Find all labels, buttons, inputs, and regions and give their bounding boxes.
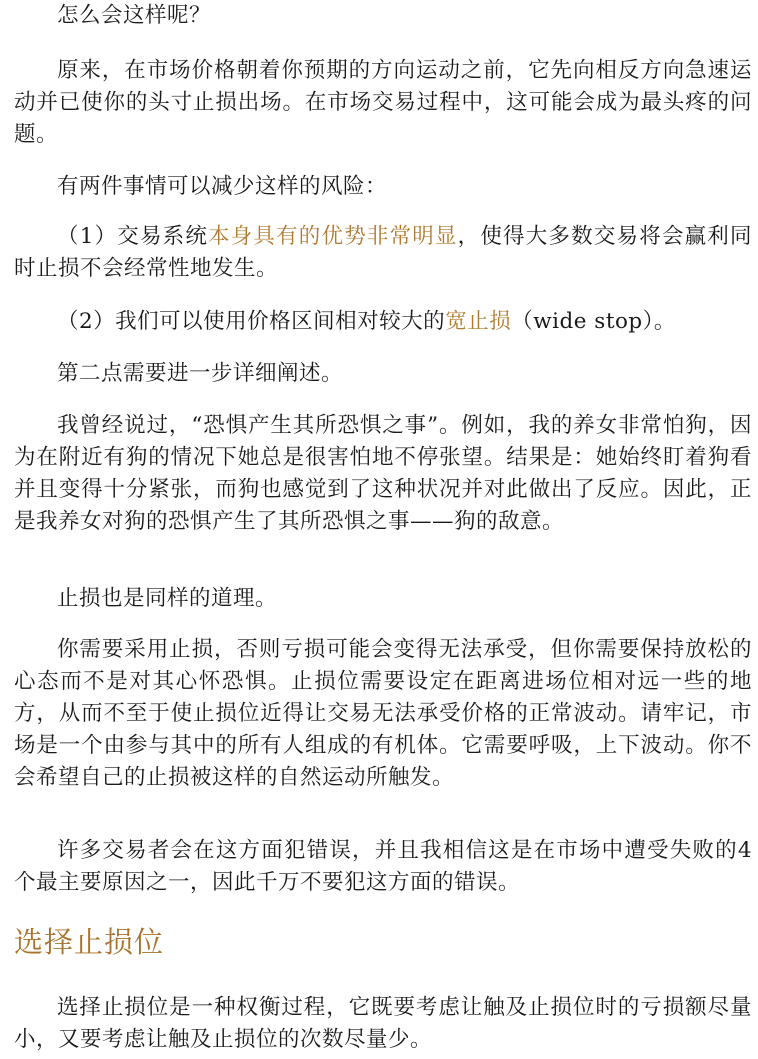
point-2-suffix: （wide stop）。 xyxy=(511,309,676,334)
paragraph-point-1 xyxy=(14,221,752,285)
paragraph-point-2 xyxy=(14,306,752,338)
paragraph-fear-example: 我曾经说过，“恐惧产生其所恐惧之事”。例如，我的养女非常怕狗，因为在附近有狗的情况下她总是很害怕地不停张望。结果是：她始终盯着狗看并且变得十分紧张，而狗也感觉到了这种状况并对此做出了反应。因此，正是我养女对狗的恐惧产生了其所恐惧之事——狗的敌意。 xyxy=(14,413,752,534)
link-wide-stop[interactable]: 宽止损 xyxy=(445,309,512,334)
paragraph-second-point: 第二点需要进一步详细阐述。 xyxy=(57,361,344,386)
paragraph-stop-same: 止损也是同样的道理。 xyxy=(57,586,278,611)
link-system-advantage[interactable]: 本身具有的优势非常明显 xyxy=(208,224,458,249)
section-heading: 选择止损位 xyxy=(14,925,165,959)
paragraph-stop-advice: 你需要采用止损，否则亏损可能会变得无法承受，但你需要保持放松的心态而不是对其心怀恐惧。止损位需要设定在距离进场位相对远一些的地方，从而不至于使止损位近得让交易无法承受价格的正常波动。请牢记，市场是一个由参与其中的所有人组成的有机体。它需要呼吸，上下波动。你不会希望自己的止损被这样的自然运动所触发。 xyxy=(14,637,752,790)
paragraph-choose-stop: 选择止损位是一种权衡过程，它既要考虑让触及止损位时的亏损额尽量小，又要考虑让触及止损位的次数尽量少。 xyxy=(14,995,752,1052)
paragraph-risk-intro: 有两件事情可以减少这样的风险： xyxy=(57,174,388,199)
paragraph-common-mistake: 许多交易者会在这方面犯错误，并且我相信这是在市场中遭受失败的4个最主要原因之一，因此千万不要犯这方面的错误。 xyxy=(14,838,752,895)
paragraph-explanation: 原来，在市场价格朝着你预期的方向运动之前，它先向相反方向急速运动并已使你的头寸止损出场。在市场交易过程中，这可能会成为最头疼的问题。 xyxy=(14,58,752,147)
point-1-prefix: （1）交易系统 xyxy=(57,224,209,249)
paragraph-question: 怎么会这样呢？ xyxy=(57,3,212,28)
point-2-prefix: （2）我们可以使用价格区间相对较大的 xyxy=(57,309,446,334)
point-1-suffix: ，使得大多数交易将会赢利同时止损不会经常性地发生。 xyxy=(14,224,752,281)
